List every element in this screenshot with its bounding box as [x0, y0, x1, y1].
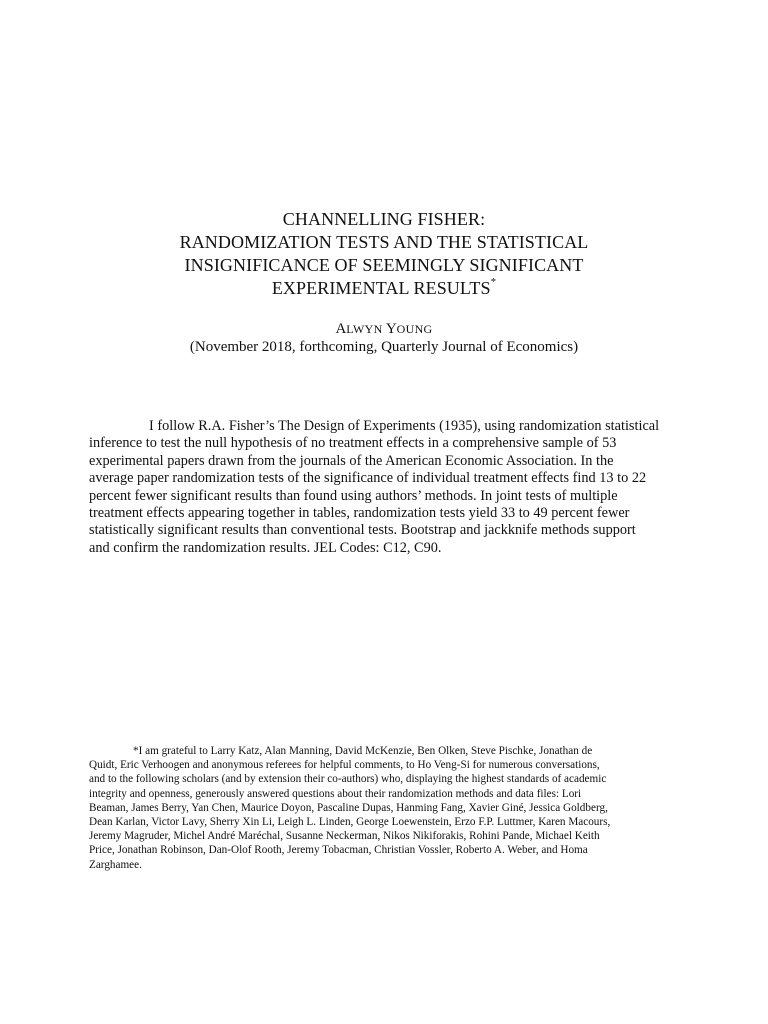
- footnote-line: Quidt, Eric Verhoogen and anonymous referees for helpful comments, to Ho Veng-Si for numerous conversations,: [89, 759, 600, 772]
- abstract-line: percent fewer significant results than found using authors’ methods. In joint tests of multiple: [89, 487, 618, 504]
- publication-dateline: (November 2018, forthcoming, Quarterly Journal of Economics): [189, 339, 579, 355]
- acknowledgement-footnote: [89, 744, 689, 872]
- footnote-line: Zarghamee.: [89, 858, 142, 871]
- title-line-1: CHANNELLING FISHER:: [282, 209, 486, 229]
- author-first-initial: A: [335, 321, 347, 337]
- abstract-line: experimental papers drawn from the journals of the American Economic Association. In the: [89, 452, 614, 469]
- abstract-line: inference to test the null hypothesis of no treatment effects in a comprehensive sample of 53: [89, 435, 617, 452]
- footnote-line: Dean Karlan, Victor Lavy, Sherry Xin Li, Leigh L. Linden, George Loewenstein, Erzo F.P. Luttmer, Karen Macours,: [89, 816, 611, 829]
- abstract: [89, 418, 711, 557]
- author-first-rest: LWYN: [346, 322, 383, 336]
- paper-title: [0, 208, 768, 300]
- title-line-3: INSIGNIFICANCE OF SEEMINGLY SIGNIFICANT: [184, 255, 584, 275]
- title-line-2: RANDOMIZATION TESTS AND THE STATISTICAL: [179, 232, 589, 252]
- abstract-line: statistically significant results than conventional tests. Bootstrap and jackknife methods support: [89, 522, 636, 539]
- author-last-rest: OUNG: [396, 322, 433, 336]
- footnote-line: *I am grateful to Larry Katz, Alan Manning, David McKenzie, Ben Olken, Steve Pischke, Jonathan de: [133, 745, 593, 757]
- footnote-line: Price, Jonathan Robinson, Dan-Olof Rooth, Jeremy Tobacman, Christian Vossler, Roberto A. Weber, and Homa: [89, 844, 588, 857]
- abstract-line: treatment effects appearing together in tables, randomization tests yield 33 to 49 percent fewer: [89, 505, 630, 522]
- title-line-4-text: EXPERIMENTAL RESULTS: [271, 278, 491, 298]
- footnote-line: Beaman, James Berry, Yan Chen, Maurice Doyon, Pascaline Dupas, Hanming Fang, Xavier Giné, Jessica Goldberg,: [89, 801, 608, 814]
- footnote-line: integrity and openness, generously answered questions about their randomization methods and data files: Lori: [89, 787, 582, 800]
- abstract-line: I follow R.A. Fisher’s The Design of Experiments (1935), using randomization statistical: [149, 418, 660, 434]
- abstract-line: and confirm the randomization results. JEL Codes: C12, C90.: [89, 539, 442, 556]
- author-last-initial: Y: [385, 321, 397, 337]
- abstract-line: average paper randomization tests of the significance of individual treatment effects find 13 to 22: [89, 470, 647, 487]
- footnote-line: Jeremy Magruder, Michel André Maréchal, Susanne Neckerman, Nikos Nikiforakis, Rohini Pande, Michael Keith: [89, 830, 600, 843]
- footnote-line: and to the following scholars (and by extension their co-authors) who, displaying the highest standards of academic: [89, 773, 607, 786]
- author-name: [0, 320, 768, 338]
- title-footnote-mark[interactable]: *: [490, 276, 497, 288]
- title-line-4: [0, 277, 768, 300]
